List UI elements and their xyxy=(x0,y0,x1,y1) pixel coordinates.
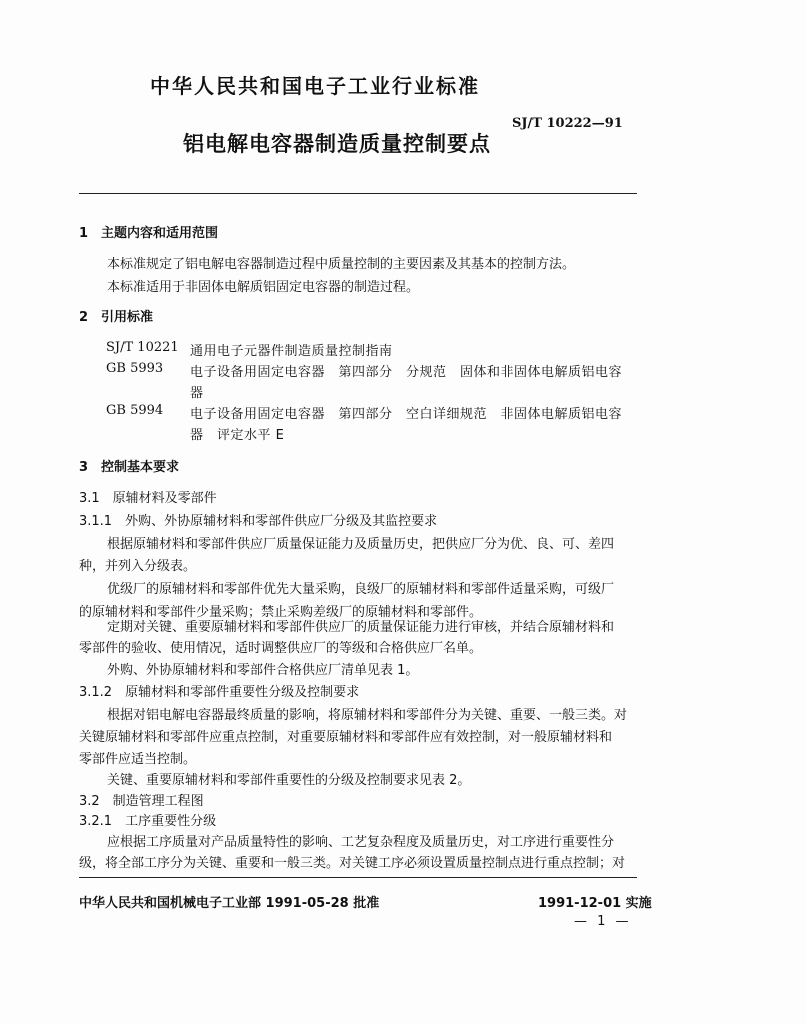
reference-code: GB 5993 xyxy=(106,361,164,376)
footer-divider xyxy=(79,877,637,878)
page-number: — 1 — xyxy=(574,914,632,929)
paragraph-line: 零部件的验收、使用情况，适时调整供应厂的等级和合格供应厂名单。 xyxy=(79,641,483,656)
reference-code: GB 5994 xyxy=(106,403,164,418)
reference-code: SJ/T 10221 xyxy=(106,340,179,355)
paragraph-line: 应根据工序质量对产品质量特性的影响、工艺复杂程度及质量历史，对工序进行重要性分 xyxy=(107,835,615,850)
paragraph-line: 种，并列入分级表。 xyxy=(79,559,197,574)
paragraph-line: 级，将全部工序分为关键、重要和一般三类。对关键工序必须设置质量控制点进行重点控制；对 xyxy=(79,856,626,871)
section-1-paragraph: 本标准规定了铝电解电容器制造过程中质量控制的主要因素及其基本的控制方法。 xyxy=(107,257,576,272)
subsection-3-2-heading: 3.2 制造管理工程图 xyxy=(79,794,204,809)
reference-title: 通用电子元器件制造质量控制指南 xyxy=(190,344,393,359)
subsection-3-1-1-heading: 3.1.1 外购、外协原辅材料和零部件供应厂分级及其监控要求 xyxy=(79,514,438,529)
reference-title: 电子设备用固定电容器 第四部分 空白详细规范 非固体电解质铝电容 xyxy=(190,407,623,422)
paragraph-line: 外购、外协原辅材料和零部件合格供应厂清单见表 1。 xyxy=(107,663,419,678)
paragraph-line: 优级厂的原辅材料和零部件优先大量采购，良级厂的原辅材料和零部件适量采购，可级厂 xyxy=(107,582,615,597)
paragraph-line: 关键原辅材料和零部件应重点控制，对重要原辅材料和零部件应有效控制，对一般原辅材料和 xyxy=(79,730,613,745)
effective-date: 1991-12-01 实施 xyxy=(538,896,652,911)
section-3-heading: 3 控制基本要求 xyxy=(79,460,180,475)
paragraph-line: 定期对关键、重要原辅材料和零部件供应厂的质量保证能力进行审核，并结合原辅材料和 xyxy=(107,620,615,635)
subsection-3-2-1-heading: 3.2.1 工序重要性分级 xyxy=(79,814,217,829)
header-divider xyxy=(79,193,637,194)
paragraph-line: 根据原辅材料和零部件供应厂质量保证能力及质量历史，把供应厂分为优、良、可、差四 xyxy=(107,537,615,552)
reference-title: 电子设备用固定电容器 第四部分 分规范 固体和非固体电解质铝电容 xyxy=(190,365,623,380)
section-1-heading: 1 主题内容和适用范围 xyxy=(79,226,219,241)
paragraph-line: 零部件应适当控制。 xyxy=(79,752,197,767)
approval-note: 中华人民共和国机械电子工业部 1991-05-28 批准 xyxy=(79,896,380,911)
paragraph-line: 关键、重要原辅材料和零部件重要性的分级及控制要求见表 2。 xyxy=(107,773,471,788)
reference-title-cont: 器 xyxy=(190,386,204,401)
document-title: 铝电解电容器制造质量控制要点 xyxy=(183,132,491,156)
subsection-3-1-heading: 3.1 原辅材料及零部件 xyxy=(79,491,217,506)
org-title: 中华人民共和国电子工业行业标准 xyxy=(150,74,480,98)
paragraph-line: 根据对铝电解电容器最终质量的影响，将原辅材料和零部件分为关键、重要、一般三类。对 xyxy=(107,708,628,723)
section-1-paragraph: 本标准适用于非固体电解质铝固定电容器的制造过程。 xyxy=(107,280,420,295)
reference-title-cont: 器 评定水平 E xyxy=(190,428,285,443)
paragraph-line: 的原辅材料和零部件少量采购；禁止采购差级厂的原辅材料和零部件。 xyxy=(79,605,483,620)
subsection-3-1-2-heading: 3.1.2 原辅材料和零部件重要性分级及控制要求 xyxy=(79,685,360,700)
standard-code: SJ/T 10222—91 xyxy=(512,116,623,131)
section-2-heading: 2 引用标准 xyxy=(79,310,154,325)
